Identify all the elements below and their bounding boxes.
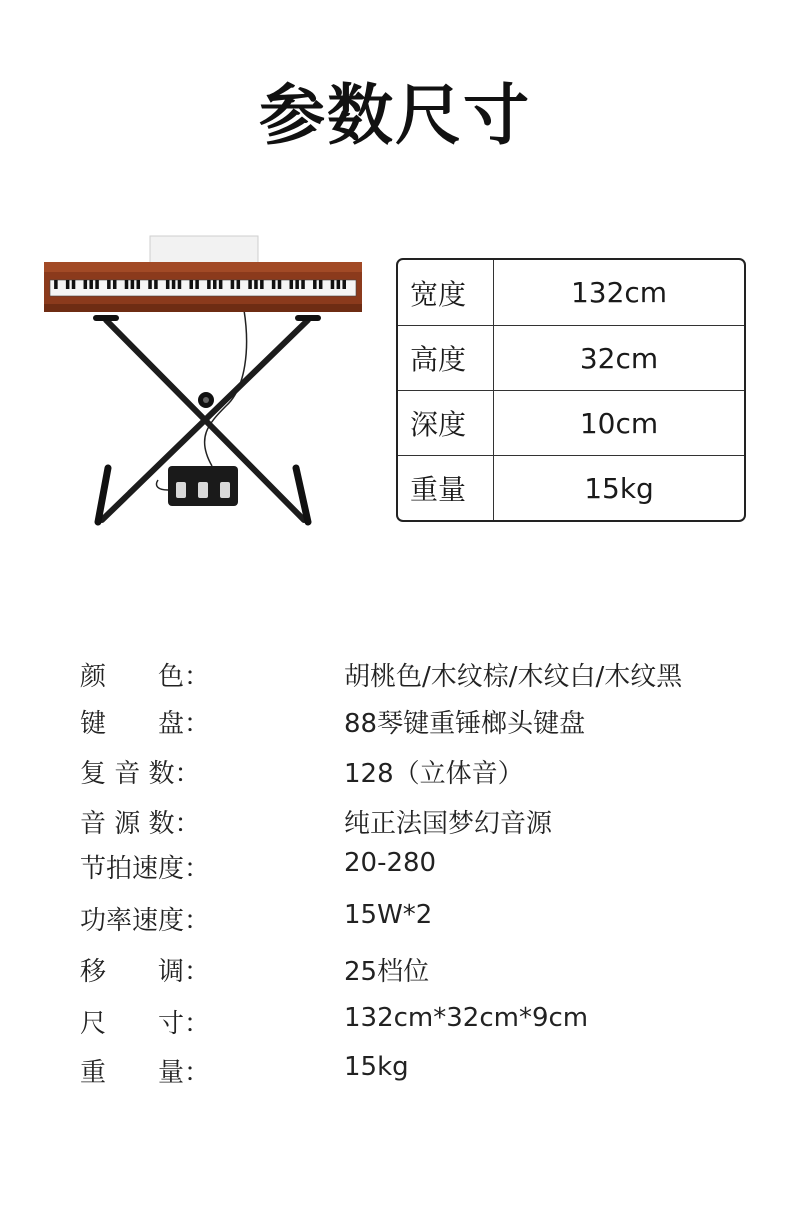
dimension-value: 10cm [579, 406, 659, 440]
dimension-value: 15kg [584, 471, 654, 505]
dimension-value: 32cm [579, 341, 659, 375]
spec-label-sound-source: 音 源 数： [80, 809, 201, 839]
spec-label-weight: 重 量： [80, 1058, 211, 1088]
spec-value-tempo: 20-280 [344, 848, 437, 878]
dimension-label: 深度 [398, 391, 494, 455]
spec-label-keyboard: 键 盘： [80, 709, 211, 739]
spec-value-size: 132cm*32cm*9cm [344, 1003, 589, 1033]
spec-value-keyboard: 88琴键重锤榔头键盘 [344, 709, 586, 739]
spec-value-weight: 15kg [344, 1052, 409, 1082]
spec-value-sound-source: 纯正法国梦幻音源 [344, 809, 553, 839]
spec-label-transpose: 移 调： [80, 957, 211, 987]
dimension-label: 重量 [398, 456, 494, 520]
spec-value-polyphony: 128（立体音） [344, 759, 524, 789]
dimension-label: 宽度 [398, 260, 494, 325]
dimension-value: 132cm [570, 276, 668, 309]
spec-value-color: 胡桃色/木纹棕/木纹白/木纹黑 [344, 662, 683, 692]
spec-label-size: 尺 寸： [80, 1009, 211, 1039]
spec-label-polyphony: 复 音 数： [80, 759, 201, 789]
spec-value-power: 15W*2 [344, 900, 433, 930]
spec-label-color: 颜 色： [80, 662, 211, 692]
spec-label-tempo: 节拍速度： [80, 854, 211, 884]
spec-label-power: 功率速度： [80, 906, 211, 936]
spec-value-transpose: 25档位 [344, 957, 430, 987]
dimension-label: 高度 [398, 326, 494, 390]
page-title: 参数尺寸 [259, 77, 531, 154]
